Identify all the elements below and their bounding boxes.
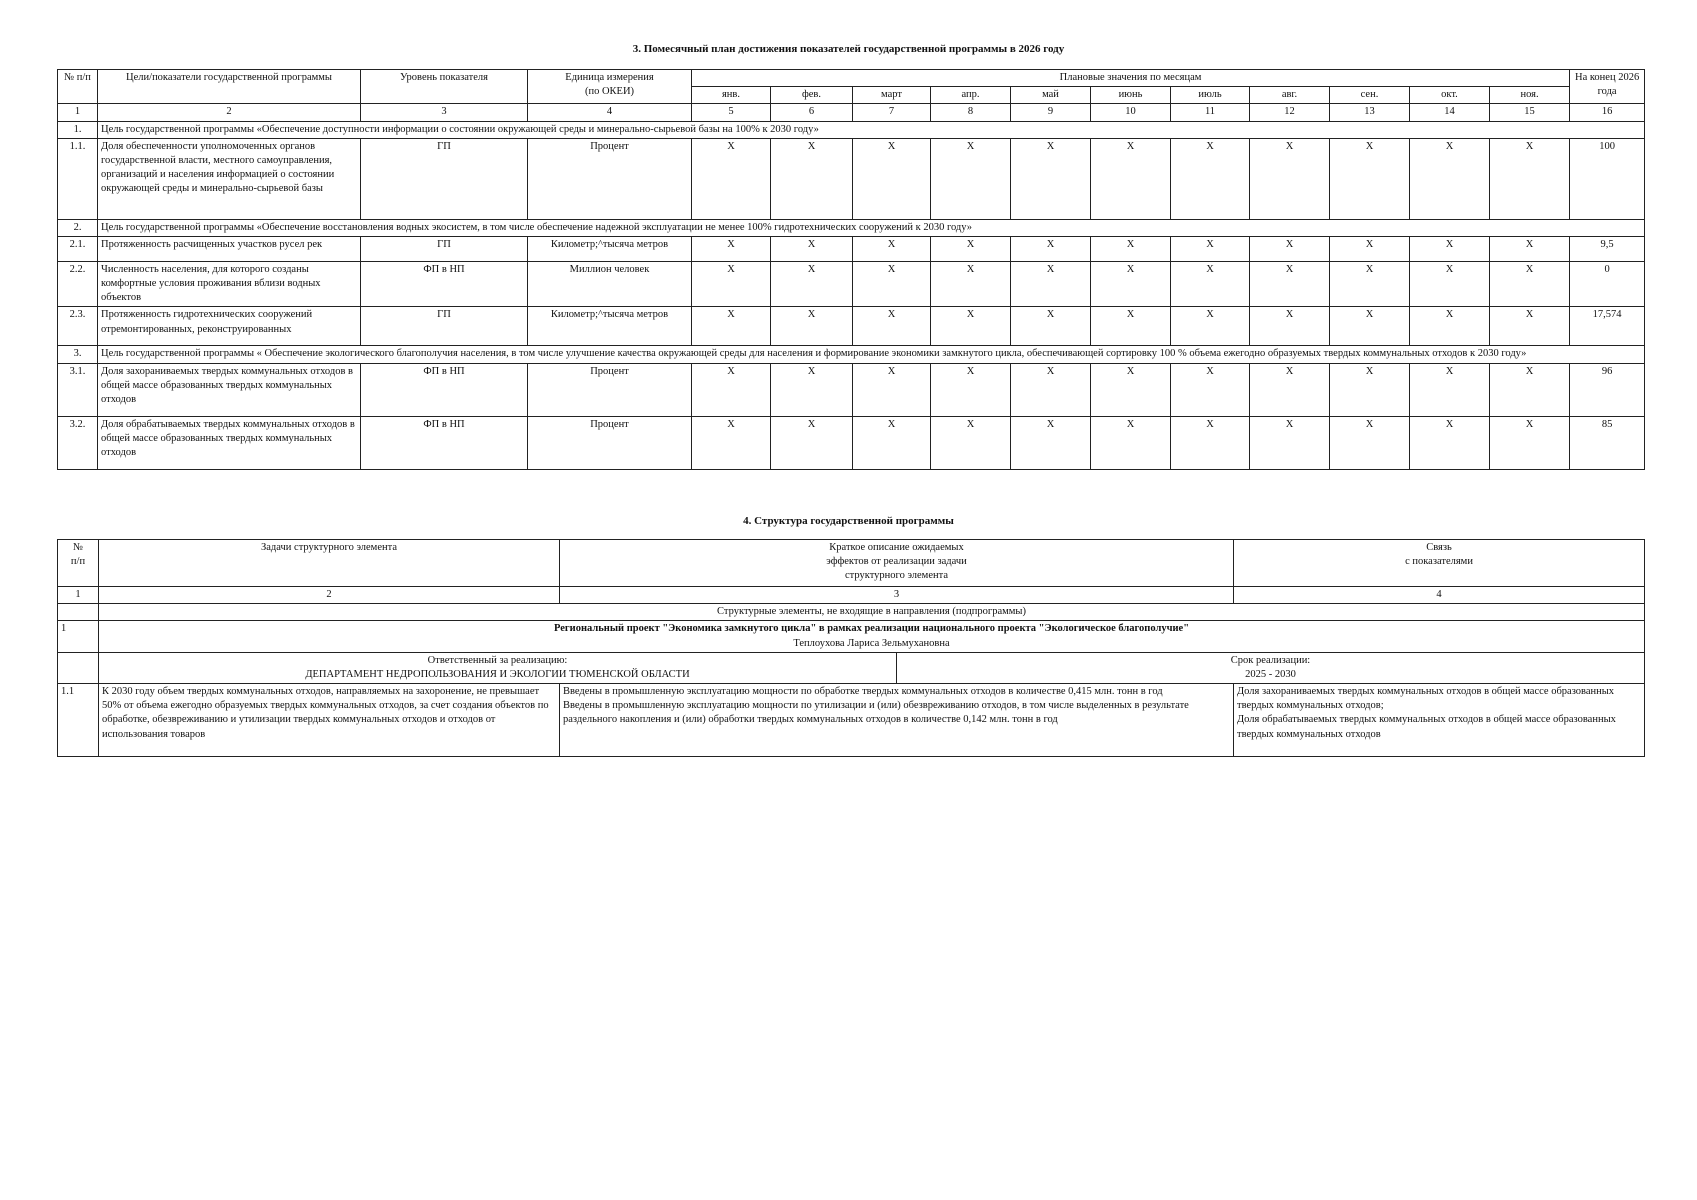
structure-colnum: 2: [99, 587, 560, 604]
goal-num: 3.: [58, 346, 98, 363]
month-value: X: [1330, 261, 1410, 307]
structure-header-row: [58, 540, 1645, 587]
month-value: X: [692, 236, 771, 261]
structure-colnum: 4: [1234, 587, 1645, 604]
col-unit-header: [528, 70, 692, 104]
indicator-unit: Миллион человек: [528, 261, 692, 307]
structure-effects-header: [560, 540, 1234, 587]
month-value: X: [1091, 138, 1171, 219]
structure-num-header: [58, 540, 99, 587]
col-end-header: [1570, 70, 1645, 104]
goal-text: Цель государственной программы «Обеспечение восстановления водных экосистем, в том числе обеспечение надежной эксплуатации не менее 100% гидротехнических сооружений к 2030 году»: [98, 219, 1645, 236]
indicator-row: [58, 416, 1645, 469]
month-value: X: [692, 138, 771, 219]
indicator-unit: Километр;^тысяча метров: [528, 307, 692, 346]
goal-row: [58, 219, 1645, 236]
indicator-name: Протяженность гидротехнических сооружений отремонтированных, реконструированных: [98, 307, 361, 346]
indicator-unit: Процент: [528, 138, 692, 219]
column-number: 9: [1011, 104, 1091, 121]
month-value: X: [1250, 261, 1330, 307]
month-value: X: [692, 307, 771, 346]
indicator-row: [58, 138, 1645, 219]
task-link-2: Доля обрабатываемых твердых коммунальных отходов в общей массе образованных твердых коммунальных отходов: [1237, 714, 1616, 740]
task-text: К 2030 году объем твердых коммунальных отходов, направляемых на захоронение, не превышает 50% от объема ежегодно образуемых твердых коммунальных отходов, за счет создания объектов по обработке, обезвреживанию и утилизации твердых коммунальных отходов и отходов от использования товаров: [99, 684, 560, 757]
indicator-level: ГП: [361, 307, 528, 346]
month-value: X: [1410, 363, 1490, 416]
indicator-unit: Километр;^тысяча метров: [528, 236, 692, 261]
month-value: X: [1171, 138, 1250, 219]
column-number: 7: [853, 104, 931, 121]
indicator-row: [58, 261, 1645, 307]
section3-title: 3. Помесячный план достижения показателей государственной программы в 2026 году: [632, 43, 1065, 55]
indicator-level: ФП в НП: [361, 416, 528, 469]
month-value: X: [1410, 261, 1490, 307]
month-value: X: [1410, 307, 1490, 346]
column-number: 16: [1570, 104, 1645, 121]
task-num: 1.1: [58, 684, 99, 757]
month-header: окт.: [1410, 87, 1490, 104]
month-value: X: [1011, 416, 1091, 469]
column-number: 8: [931, 104, 1011, 121]
end-of-year-value: 0: [1570, 261, 1645, 307]
end-of-year-value: 9,5: [1570, 236, 1645, 261]
indicator-row: [58, 236, 1645, 261]
indicator-level: ГП: [361, 138, 528, 219]
indicator-num: 3.2.: [58, 416, 98, 469]
term-cell: [897, 652, 1645, 683]
month-value: X: [931, 363, 1011, 416]
month-value: X: [1091, 261, 1171, 307]
indicator-row: [58, 307, 1645, 346]
end-of-year-value: 96: [1570, 363, 1645, 416]
month-value: X: [853, 138, 931, 219]
month-value: X: [1011, 138, 1091, 219]
effects-header-line1: Краткое описание ожидаемых: [829, 542, 964, 553]
month-value: X: [1011, 307, 1091, 346]
column-number: 13: [1330, 104, 1410, 121]
indicator-name: Доля захораниваемых твердых коммунальных отходов в общей массе образованных твердых коммунальных отходов: [98, 363, 361, 416]
indicator-level: ГП: [361, 236, 528, 261]
month-value: X: [1330, 307, 1410, 346]
month-value: X: [1091, 307, 1171, 346]
goal-text: Цель государственной программы « Обеспечение экологического благополучия населения, в том числе улучшение качества окружающей среды для населения и формирование экономики замкнутого цикла, обеспечивающей сортировку 100 % объема ежегодно образуемых твердых коммунальных отходов к 2030 году»: [98, 346, 1645, 363]
month-header: сен.: [1330, 87, 1410, 104]
num-header-line2: п/п: [70, 556, 86, 568]
month-value: X: [1091, 363, 1171, 416]
month-value: X: [1091, 236, 1171, 261]
responsible-cell: [99, 652, 897, 683]
indicator-name: Протяженность расчищенных участков русел рек: [98, 236, 361, 261]
column-number: 2: [98, 104, 361, 121]
month-value: X: [1490, 236, 1570, 261]
month-value: X: [931, 416, 1011, 469]
task-effects: [560, 684, 1234, 757]
header-row: [58, 70, 1645, 87]
column-number: 3: [361, 104, 528, 121]
indicator-unit: Процент: [528, 363, 692, 416]
num-header-line1: №: [72, 542, 84, 553]
month-value: X: [1250, 307, 1330, 346]
indicator-name: Доля обеспеченности уполномоченных органов государственной власти, местного самоуправления, организаций и населения информацией о состоянии окружающей среды и минерально-сырьевой базы: [98, 138, 361, 219]
project-row: [58, 621, 1645, 652]
structure-group-row: [58, 604, 1645, 621]
month-header: авг.: [1250, 87, 1330, 104]
column-number: 14: [1410, 104, 1490, 121]
month-value: X: [1171, 416, 1250, 469]
col-monthly-header: Плановые значения по месяцам: [692, 70, 1570, 87]
end-header-line2: года: [1597, 86, 1617, 98]
end-header-line1: На конец 2026: [1574, 72, 1640, 83]
month-value: X: [771, 416, 853, 469]
month-header: июль: [1171, 87, 1250, 104]
month-value: X: [1011, 236, 1091, 261]
responsible-label: Ответственный за реализацию:: [427, 654, 568, 666]
month-header: янв.: [692, 87, 771, 104]
month-value: X: [771, 363, 853, 416]
col-level-header: Уровень показателя: [361, 70, 528, 104]
indicator-name: Доля обрабатываемых твердых коммунальных отходов в общей массе образованных твердых коммунальных отходов: [98, 416, 361, 469]
month-header: фев.: [771, 87, 853, 104]
empty-cell: [58, 604, 99, 621]
month-value: X: [853, 307, 931, 346]
month-value: X: [771, 261, 853, 307]
month-value: X: [692, 416, 771, 469]
column-number: 4: [528, 104, 692, 121]
structure-colnum-row: [58, 587, 1645, 604]
indicator-num: 3.1.: [58, 363, 98, 416]
indicator-level: ФП в НП: [361, 363, 528, 416]
month-value: X: [853, 236, 931, 261]
monthly-plan-table: [57, 69, 1645, 470]
effects-header-line3: структурного элемента: [845, 570, 948, 582]
column-number: 12: [1250, 104, 1330, 121]
end-of-year-value: 17,574: [1570, 307, 1645, 346]
section4-title: 4. Структура государственной программы: [743, 515, 954, 527]
column-number: 11: [1171, 104, 1250, 121]
indicator-num: 2.3.: [58, 307, 98, 346]
goal-num: 2.: [58, 219, 98, 236]
col-num-header: № п/п: [58, 70, 98, 104]
month-value: X: [1091, 416, 1171, 469]
month-value: X: [1490, 261, 1570, 307]
project-curator: Теплоухова Лариса Зельмухановна: [793, 637, 950, 649]
link-header-line1: Связь: [1426, 542, 1452, 553]
month-value: X: [1490, 307, 1570, 346]
task-effect-1: Введены в промышленную эксплуатацию мощности по обработке твердых коммунальных отходов в количестве 0,415 млн. тонн в год: [563, 686, 1163, 698]
project-title: Региональный проект "Экономика замкнутого цикла" в рамках реализации национального проекта "Экологическое благополучие": [553, 623, 1190, 635]
month-value: X: [1171, 307, 1250, 346]
end-of-year-value: 85: [1570, 416, 1645, 469]
month-header: март: [853, 87, 931, 104]
month-value: X: [1330, 138, 1410, 219]
task-links: [1234, 684, 1645, 757]
month-value: X: [931, 307, 1011, 346]
month-value: X: [1330, 416, 1410, 469]
term-value: 2025 - 2030: [1245, 668, 1296, 680]
month-value: X: [1330, 236, 1410, 261]
month-value: X: [931, 261, 1011, 307]
empty-cell: [58, 652, 99, 683]
goal-row: [58, 121, 1645, 138]
month-header: июнь: [1091, 87, 1171, 104]
column-number: 10: [1091, 104, 1171, 121]
month-value: X: [1410, 416, 1490, 469]
indicator-level: ФП в НП: [361, 261, 528, 307]
month-value: X: [853, 363, 931, 416]
indicator-name: Численность населения, для которого созданы комфортные условия проживания вблизи водных объектов: [98, 261, 361, 307]
structure-table: [57, 539, 1645, 757]
month-header: ноя.: [1490, 87, 1570, 104]
goal-num: 1.: [58, 121, 98, 138]
group-label: Структурные элементы, не входящие в направления (подпрограммы): [99, 604, 1645, 621]
month-value: X: [853, 416, 931, 469]
month-value: X: [853, 261, 931, 307]
structure-colnum: 3: [560, 587, 1234, 604]
month-value: X: [771, 138, 853, 219]
column-number: 1: [58, 104, 98, 121]
responsible-row: [58, 652, 1645, 683]
col-goals-header: Цели/показатели государственной программы: [98, 70, 361, 104]
project-cell: [99, 621, 1645, 652]
month-value: X: [1250, 236, 1330, 261]
unit-header-line2: (по ОКЕИ): [584, 86, 635, 98]
structure-tasks-header: Задачи структурного элемента: [99, 540, 560, 587]
end-of-year-value: 100: [1570, 138, 1645, 219]
month-value: X: [1410, 236, 1490, 261]
column-number: 6: [771, 104, 853, 121]
month-value: X: [771, 307, 853, 346]
month-value: X: [1171, 363, 1250, 416]
indicator-num: 2.2.: [58, 261, 98, 307]
month-header: апр.: [931, 87, 1011, 104]
month-value: X: [1250, 416, 1330, 469]
column-number: 15: [1490, 104, 1570, 121]
effects-header-line2: эффектов от реализации задачи: [826, 556, 967, 568]
month-value: X: [1490, 363, 1570, 416]
responsible-value: ДЕПАРТАМЕНТ НЕДРОПОЛЬЗОВАНИЯ И ЭКОЛОГИИ ТЮМЕНСКОЙ ОБЛАСТИ: [305, 668, 690, 680]
month-value: X: [931, 236, 1011, 261]
month-value: X: [1171, 261, 1250, 307]
indicator-num: 2.1.: [58, 236, 98, 261]
project-num: 1: [58, 621, 99, 652]
column-numbers-row: [58, 104, 1645, 121]
link-header-line2: с показателями: [1405, 556, 1473, 568]
indicator-unit: Процент: [528, 416, 692, 469]
month-value: X: [1330, 363, 1410, 416]
month-value: X: [1490, 138, 1570, 219]
goal-text: Цель государственной программы «Обеспечение доступности информации о состоянии окружающей среды и минерально-сырьевой базы на 100% к 2030 году»: [98, 121, 1645, 138]
indicator-num: 1.1.: [58, 138, 98, 219]
month-value: X: [1490, 416, 1570, 469]
task-effect-2: Введены в промышленную эксплуатацию мощности по утилизации и (или) обезвреживанию отходов, в том числе выделенных в результате раздельного накопления и (или) обработки твердых коммунальных отходов в количестве 0,142 млн. тонн в год: [563, 700, 1189, 726]
month-value: X: [692, 261, 771, 307]
month-value: X: [931, 138, 1011, 219]
indicator-row: [58, 363, 1645, 416]
structure-link-header: [1234, 540, 1645, 587]
structure-colnum: 1: [58, 587, 99, 604]
column-number: 5: [692, 104, 771, 121]
term-label: Срок реализации:: [1230, 654, 1311, 666]
goal-row: [58, 346, 1645, 363]
task-row: [58, 684, 1645, 757]
month-header: май: [1011, 87, 1091, 104]
month-value: X: [1410, 138, 1490, 219]
month-value: X: [1250, 138, 1330, 219]
month-value: X: [1011, 363, 1091, 416]
task-link-1: Доля захораниваемых твердых коммунальных отходов в общей массе образованных твердых коммунальных отходов;: [1237, 686, 1615, 712]
unit-header-line1: Единица измерения: [565, 72, 654, 83]
month-value: X: [1011, 261, 1091, 307]
month-value: X: [771, 236, 853, 261]
month-value: X: [1250, 363, 1330, 416]
month-value: X: [692, 363, 771, 416]
month-value: X: [1171, 236, 1250, 261]
